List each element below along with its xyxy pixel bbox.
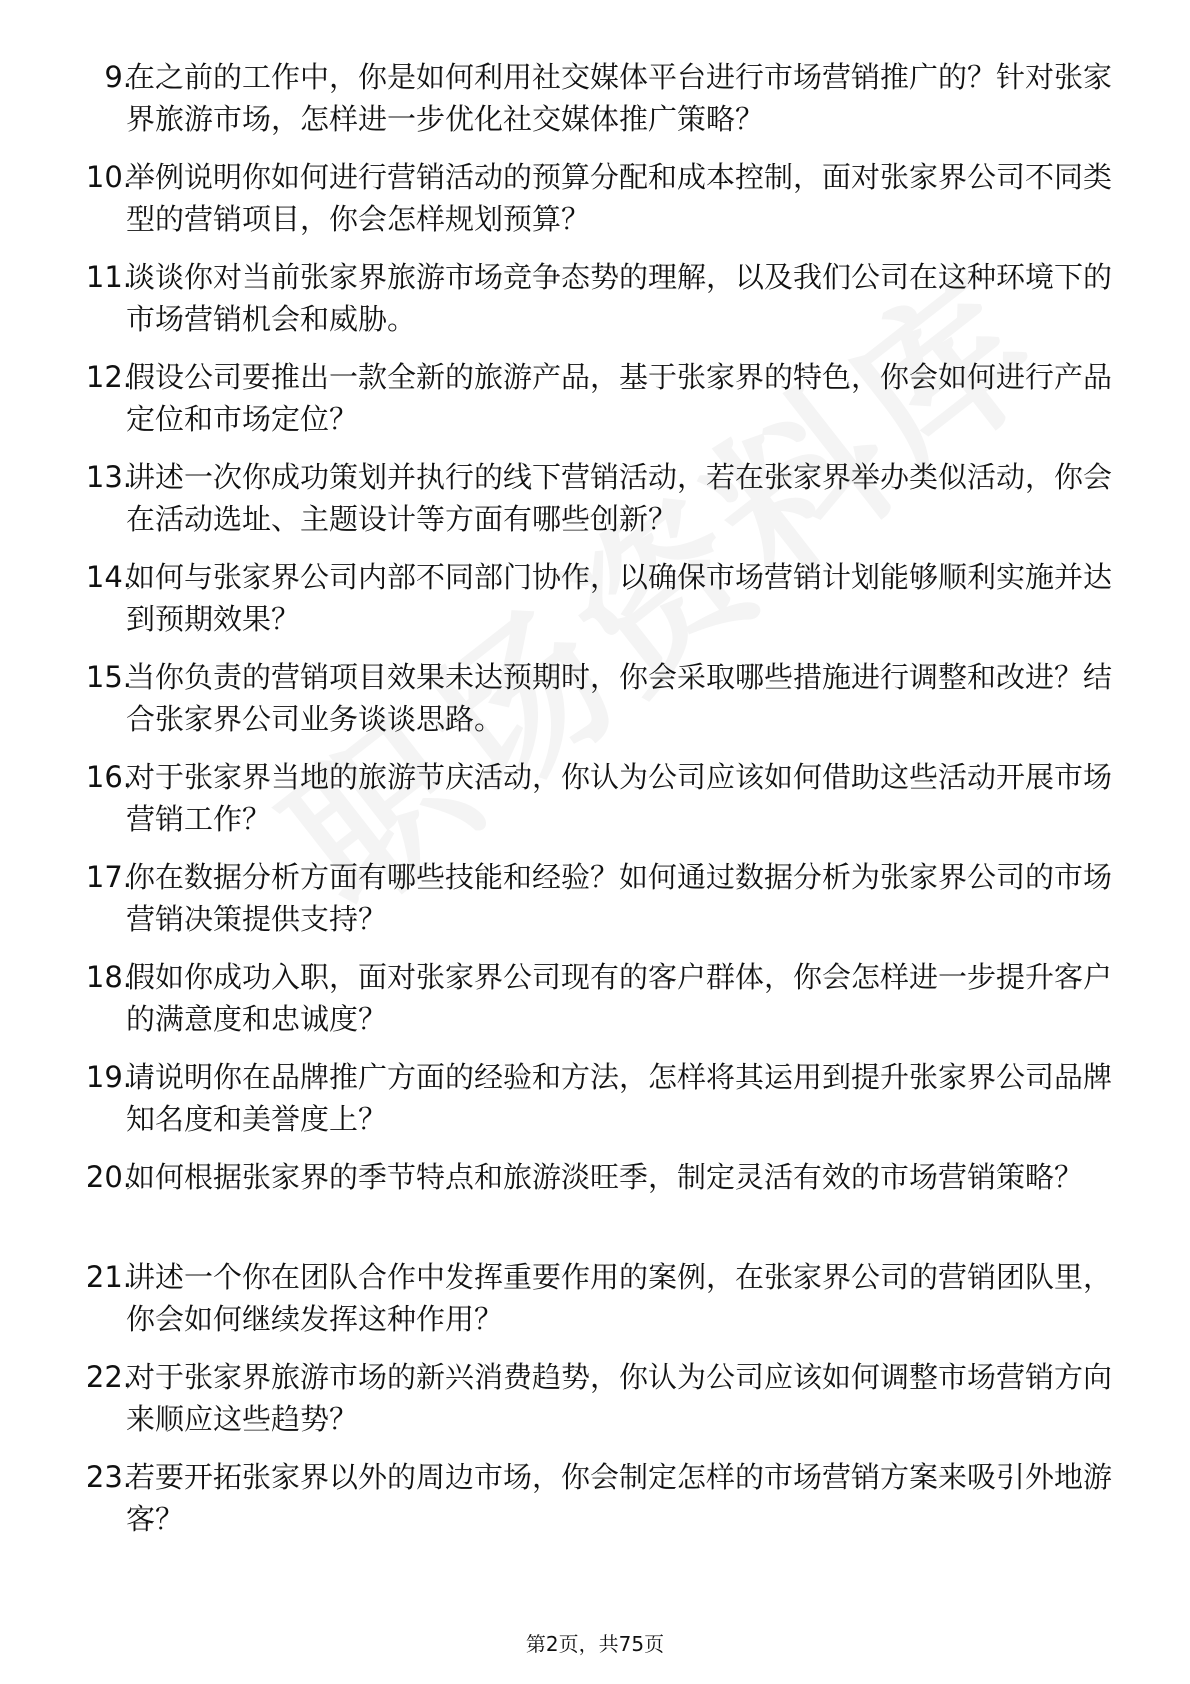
question-text: 对于张家界当地的旅游节庆活动，你认为公司应该如何借助这些活动开展市场营销工作？ — [126, 760, 1113, 836]
question-text: 当你负责的营销项目效果未达预期时，你会采取哪些措施进行调整和改进？结合张家界公司业务谈谈思路。 — [126, 660, 1113, 736]
question-text: 讲述一个你在团队合作中发挥重要作用的案例，在张家界公司的营销团队里，你会如何继续发挥这种作用？ — [126, 1260, 1113, 1336]
question-text: 对于张家界旅游市场的新兴消费趋势，你认为公司应该如何调整市场营销方向来顺应这些趋势？ — [126, 1360, 1113, 1436]
page-footer — [0, 1632, 1190, 1656]
question-list — [0, 56, 1190, 1556]
question-text: 假如你成功入职，面对张家界公司现有的客户群体，你会怎样进一步提升客户的满意度和忠诚度？ — [126, 960, 1113, 1036]
question-item — [0, 156, 1190, 256]
question-text: 如何与张家界公司内部不同部门协作，以确保市场营销计划能够顺利实施并达到预期效果？ — [126, 560, 1113, 636]
question-number: 14. — [85, 560, 132, 594]
question-text: 如何根据张家界的季节特点和旅游淡旺季，制定灵活有效的市场营销策略？ — [126, 1160, 1084, 1194]
question-number: 13. — [85, 460, 132, 494]
question-item — [0, 856, 1190, 956]
question-number: 10. — [85, 160, 132, 194]
question-number: 9. — [104, 60, 132, 94]
question-text: 在之前的工作中，你是如何利用社交媒体平台进行市场营销推广的？针对张家界旅游市场，怎样进一步优化社交媒体推广策略？ — [126, 60, 1113, 136]
question-number: 16. — [85, 760, 132, 794]
question-text: 你在数据分析方面有哪些技能和经验？如何通过数据分析为张家界公司的市场营销决策提供支持？ — [126, 860, 1113, 936]
question-item — [0, 256, 1190, 356]
question-text: 讲述一次你成功策划并执行的线下营销活动，若在张家界举办类似活动，你会在活动选址、主题设计等方面有哪些创新？ — [126, 460, 1113, 536]
question-number: 12. — [85, 360, 132, 394]
question-number: 23. — [85, 1460, 132, 1494]
question-number: 11. — [85, 260, 132, 294]
question-item — [0, 756, 1190, 856]
question-item — [0, 356, 1190, 456]
question-number: 17. — [85, 860, 132, 894]
question-item — [0, 456, 1190, 556]
question-text: 举例说明你如何进行营销活动的预算分配和成本控制，面对张家界公司不同类型的营销项目，你会怎样规划预算？ — [126, 160, 1113, 236]
question-item — [0, 1156, 1190, 1256]
question-number: 18. — [85, 960, 132, 994]
question-number: 20. — [85, 1160, 132, 1194]
question-item — [0, 1056, 1190, 1156]
question-number: 15. — [85, 660, 132, 694]
question-number: 21. — [85, 1260, 132, 1294]
question-item — [0, 556, 1190, 656]
question-item — [0, 1256, 1190, 1356]
question-text: 谈谈你对当前张家界旅游市场竞争态势的理解，以及我们公司在这种环境下的市场营销机会和威胁。 — [126, 260, 1113, 336]
question-item — [0, 656, 1190, 756]
question-text: 若要开拓张家界以外的周边市场，你会制定怎样的市场营销方案来吸引外地游客？ — [126, 1460, 1113, 1536]
question-item — [0, 956, 1190, 1056]
question-text: 请说明你在品牌推广方面的经验和方法，怎样将其运用到提升张家界公司品牌知名度和美誉度上？ — [126, 1060, 1113, 1136]
page-indicator: 第2页，共75页 — [525, 1632, 665, 1656]
question-item — [0, 56, 1190, 156]
question-item — [0, 1356, 1190, 1456]
question-number: 22. — [85, 1360, 132, 1394]
question-text: 假设公司要推出一款全新的旅游产品，基于张家界的特色，你会如何进行产品定位和市场定位？ — [126, 360, 1113, 436]
question-number: 19. — [85, 1060, 132, 1094]
question-item — [0, 1456, 1190, 1556]
